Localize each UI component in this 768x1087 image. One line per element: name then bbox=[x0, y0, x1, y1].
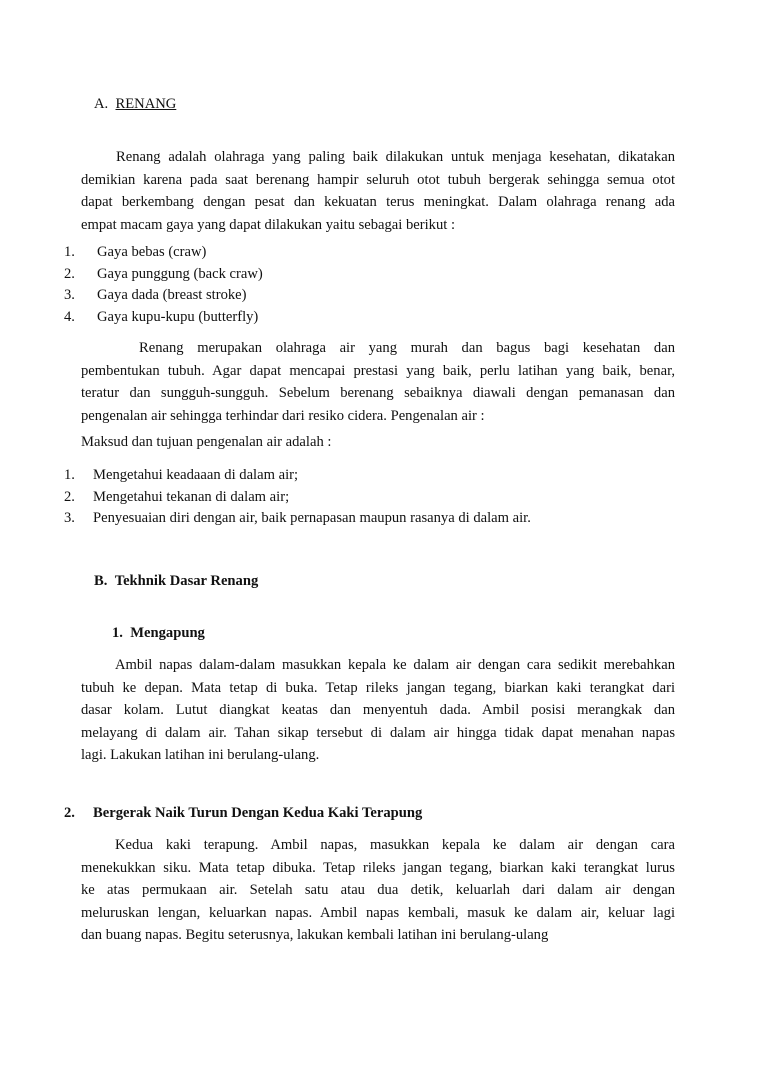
second-paragraph bbox=[81, 337, 675, 427]
paragraph-line: pengenalan air sehingga terhindar dari resiko cidera. Pengenalan air : bbox=[81, 407, 485, 424]
paragraph-line: empat macam gaya yang dapat dilakukan yaitu sebagai berikut : bbox=[81, 216, 456, 233]
paragraph-line: menekukkan siku. Mata tetap dibuka. Tetap rileks jangan tegang, biarkan kaki terangkat lurus bbox=[81, 859, 675, 876]
section-b-letter: B. bbox=[94, 573, 108, 589]
paragraph-line: melayang di dalam air. Tahan sikap tersebut di dalam air hingga tidak dapat menahan napas bbox=[81, 724, 675, 741]
list-item: 4. Gaya kupu-kupu (butterfly) bbox=[64, 308, 259, 325]
paragraph-line: lagi. Lakukan latihan ini berulang-ulang. bbox=[81, 747, 320, 763]
intro-paragraph bbox=[81, 146, 675, 236]
paragraph-line: pembentukan tubuh. Agar dapat mencapai prestasi yang baik, perlu latihan yang baik, benar, bbox=[81, 362, 675, 379]
section-b-heading bbox=[94, 573, 258, 590]
paragraph-line: Renang merupakan olahraga air yang murah dan bagus bagi kesehatan dan bbox=[139, 340, 675, 356]
section-a-title: RENANG bbox=[115, 96, 177, 112]
list-item: 2. Gaya punggung (back craw) bbox=[64, 265, 263, 282]
paragraph-line: Renang adalah olahraga yang paling baik dilakukan untuk menjaga kesehatan, dikatakan bbox=[116, 149, 675, 165]
purpose-list bbox=[64, 465, 531, 530]
subsection-1-heading: 1. Mengapung bbox=[112, 625, 205, 641]
purpose-intro: Maksud dan tujuan pengenalan air adalah : bbox=[81, 434, 332, 450]
section-a-letter: A. bbox=[94, 96, 109, 112]
paragraph-line: ke atas permukaan air. Setelah satu atau dua detik, keluarlah dari dalam air dengan bbox=[81, 882, 675, 898]
section-a-heading bbox=[94, 96, 176, 113]
list-item: 3. Gaya dada (breast stroke) bbox=[64, 287, 247, 303]
section-b-title: Tekhnik Dasar Renang bbox=[114, 573, 259, 589]
paragraph-line: teratur dan sungguh-sungguh. Sebelum berenang sebaiknya diawali dengan pemanasan dan bbox=[81, 385, 675, 401]
list-item: 1. Gaya bebas (craw) bbox=[64, 244, 207, 260]
paragraph-line: dan buang napas. Begitu seterusnya, lakukan kembali latihan ini berulang-ulang bbox=[81, 927, 549, 943]
paragraph-line: Kedua kaki terapung. Ambil napas, masukkan kepala ke dalam air dengan cara bbox=[115, 837, 675, 853]
list-item: 1. Mengetahui keadaaan di dalam air; bbox=[64, 467, 299, 483]
mengapung-paragraph bbox=[81, 654, 675, 767]
paragraph-line: tubuh ke depan. Mata tetap di buka. Tetap rileks jangan tegang, biarkan kaki terangkat dari bbox=[81, 679, 675, 696]
subsection-2-heading: 2. Bergerak Naik Turun Dengan Kedua Kaki Terapung bbox=[64, 805, 423, 821]
list-item: 2. Mengetahui tekanan di dalam air; bbox=[64, 488, 290, 505]
paragraph-line: meluruskan lengan, keluarkan napas. Ambil napas kembali, masuk ke dalam air, keluar lagi bbox=[81, 904, 675, 921]
list-item: 3. Penyesuaian diri dengan air, baik pernapasan maupun rasanya di dalam air. bbox=[64, 510, 531, 526]
swimming-styles-list bbox=[64, 242, 263, 328]
paragraph-line: dapat berkembang dengan pesat dan kekuatan terus meningkat. Dalam olahraga renang ada bbox=[81, 194, 675, 210]
paragraph-line: Ambil napas dalam-dalam masukkan kepala ke dalam air dengan cara sedikit merebahkan bbox=[115, 657, 675, 673]
paragraph-line: demikian karena pada saat berenang hampir seluruh otot tubuh bergerak sehingga semua otot bbox=[81, 171, 675, 188]
paragraph-line: dasar kolam. Lutut diangkat keatas dan menyentuh dada. Ambil posisi merangkak dan bbox=[81, 702, 675, 718]
bergerak-paragraph bbox=[81, 834, 675, 947]
